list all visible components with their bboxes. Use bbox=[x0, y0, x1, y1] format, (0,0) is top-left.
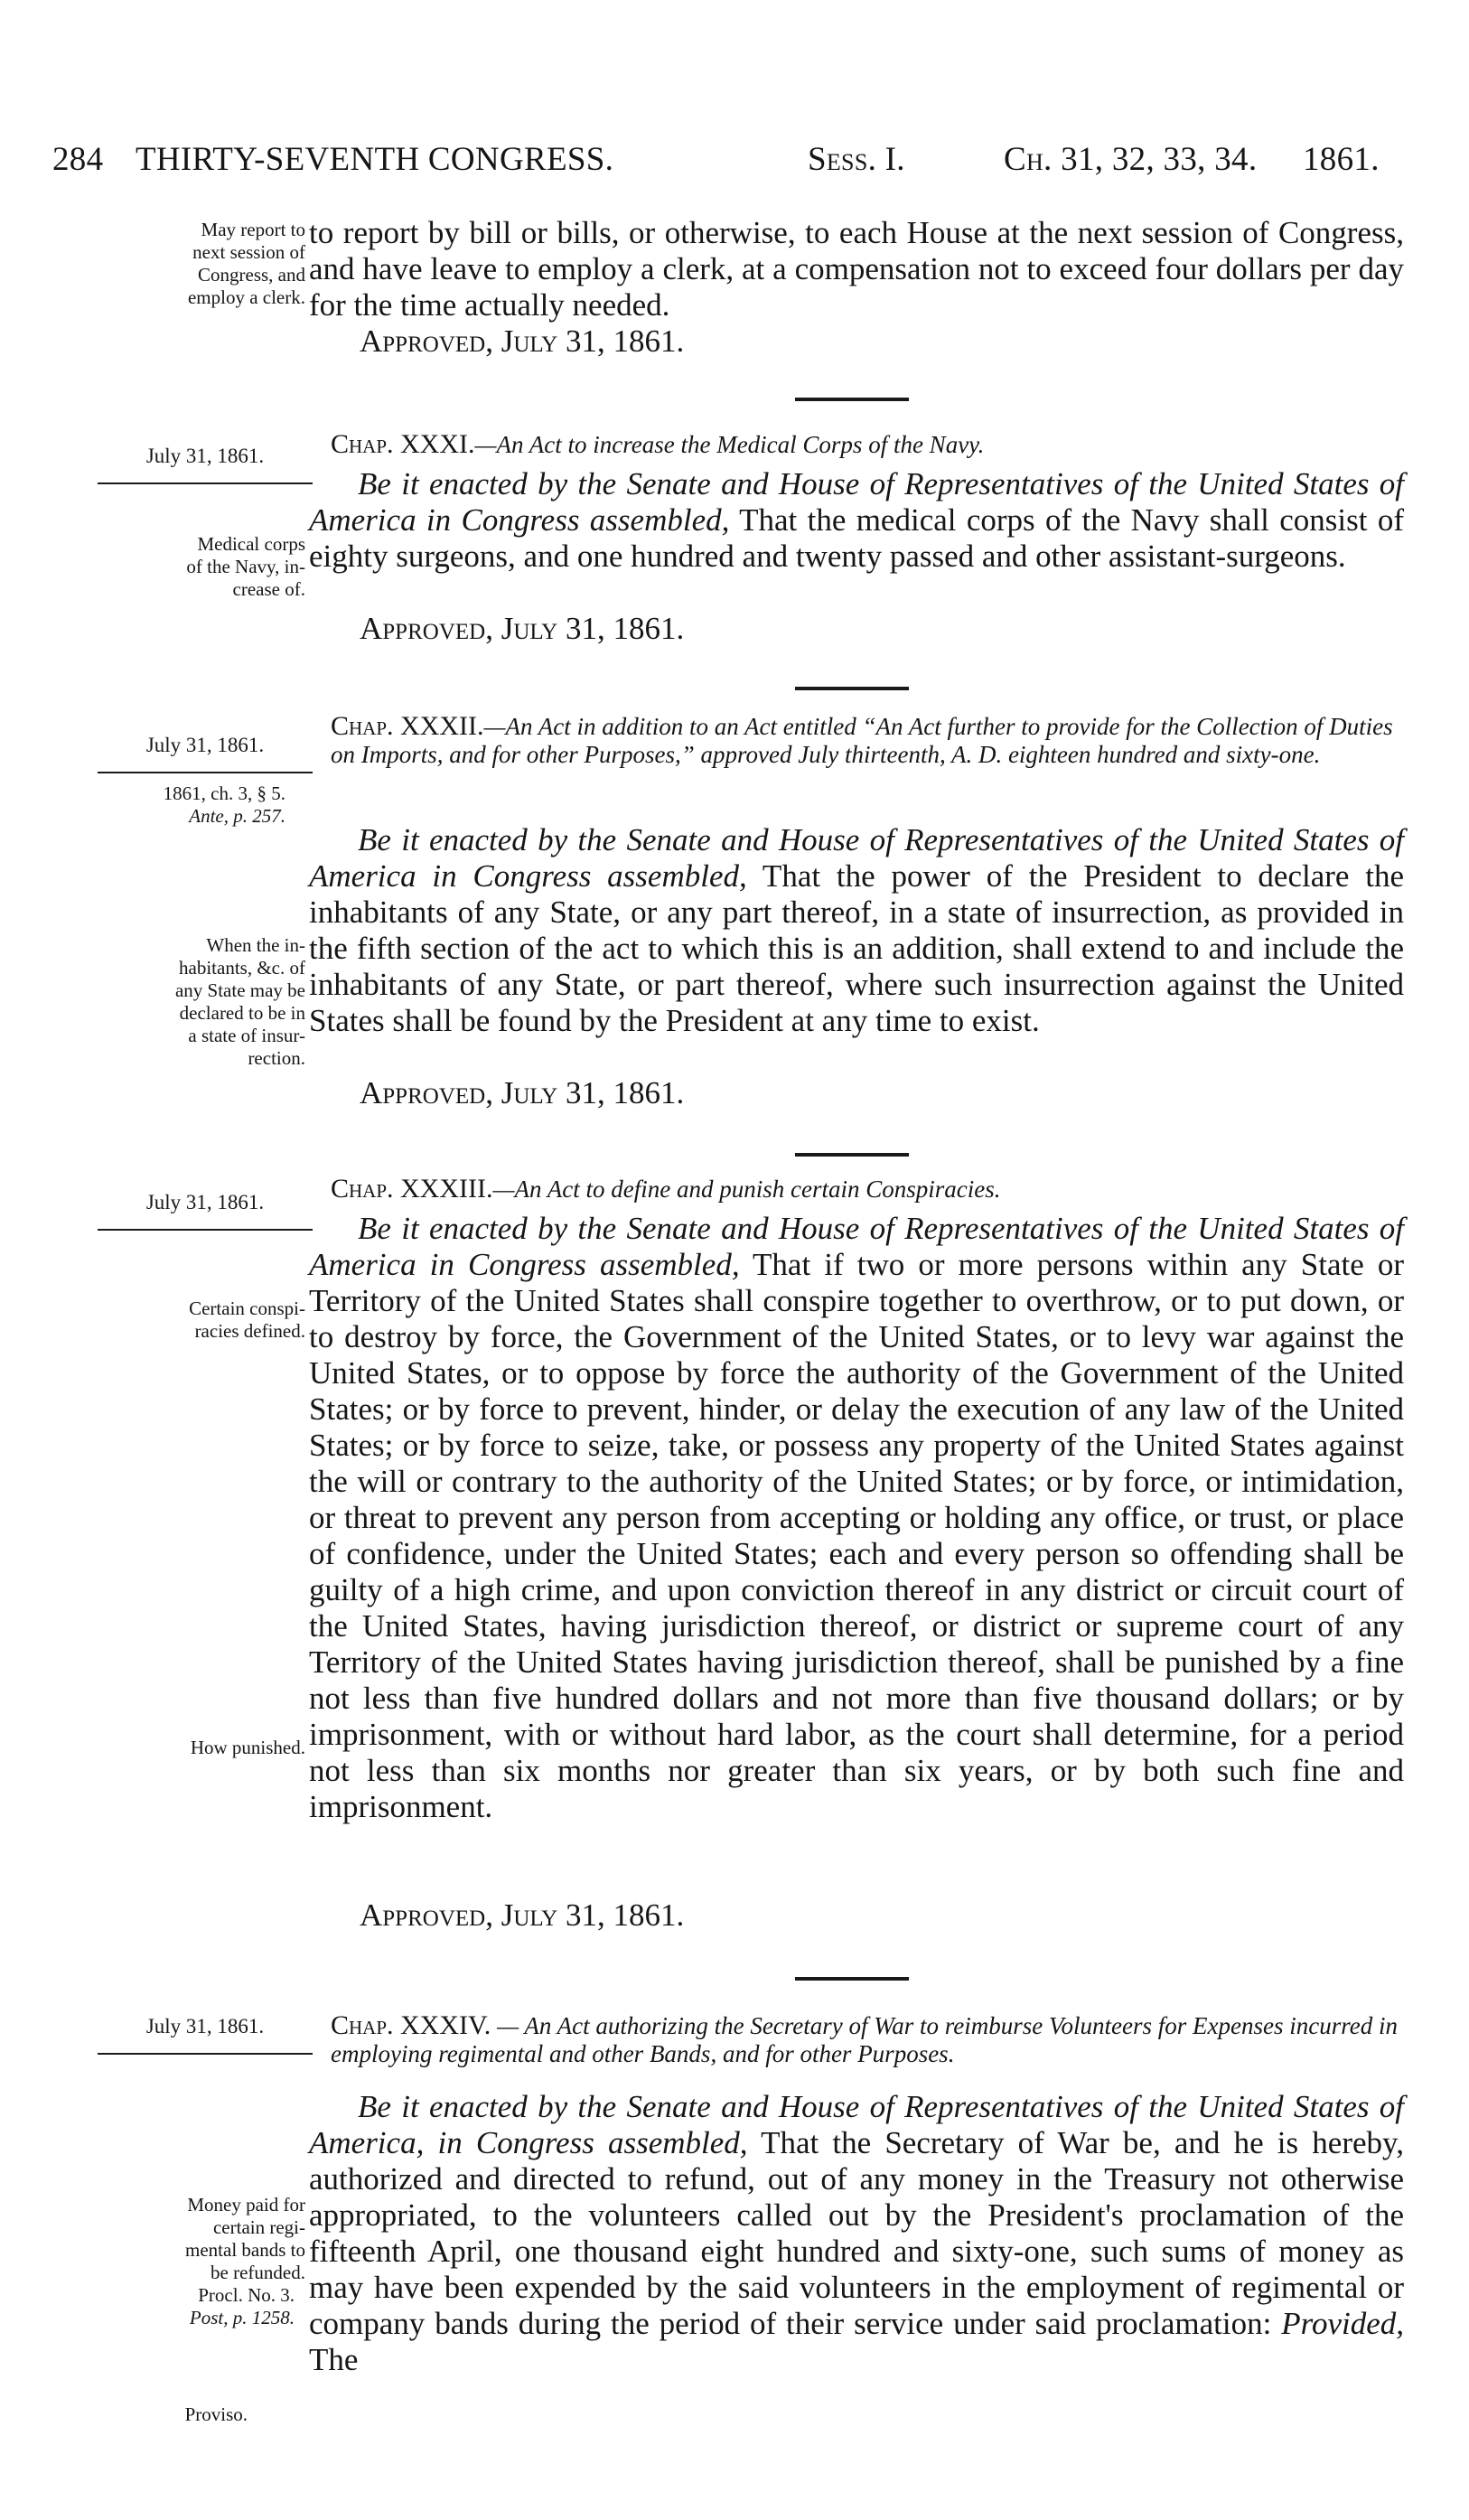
margin-line: employ a clerk. bbox=[187, 286, 305, 308]
margin-note-medical bbox=[186, 533, 305, 601]
provided-word: Provided, bbox=[1271, 2306, 1404, 2341]
chap33-number: Chap. XXXIII. bbox=[331, 1174, 493, 1204]
block0-approved: Approved, July 31, 1861. bbox=[360, 323, 685, 359]
margin-line: crease of. bbox=[232, 578, 305, 600]
margin-line: be refunded. bbox=[211, 2262, 305, 2283]
section-separator bbox=[795, 398, 909, 401]
chap34-number: Chap. XXXIV. bbox=[331, 2010, 491, 2040]
chap31-approved: Approved, July 31, 1861. bbox=[360, 611, 685, 646]
margin-line: next session of bbox=[192, 241, 305, 263]
enacting-clause: Be it enacted by the Senate and House of Representatives of the United States of America, in Congress assembled, bbox=[309, 2089, 1404, 2160]
margin-line: habitants, &c. of bbox=[179, 957, 305, 979]
section-separator bbox=[795, 687, 909, 690]
chap32-date-rule bbox=[98, 772, 313, 773]
margin-note-insurrection bbox=[175, 934, 305, 1070]
chap34-title bbox=[331, 2011, 1404, 2068]
margin-line: Money paid for bbox=[187, 2194, 305, 2216]
margin-line: declared to be in bbox=[179, 1002, 305, 1024]
chap33-title bbox=[331, 1175, 1404, 1204]
chap33-date: July 31, 1861. bbox=[145, 1191, 265, 1213]
chap32-approved: Approved, July 31, 1861. bbox=[360, 1075, 685, 1110]
margin-line: mental bands to bbox=[185, 2239, 305, 2261]
chap31-title-text: —An Act to increase the Medical Corps of the Navy. bbox=[474, 431, 985, 458]
chap31-number: Chap. XXXI. bbox=[331, 429, 475, 459]
chap31-date: July 31, 1861. bbox=[145, 445, 265, 467]
chap33-title-text: —An Act to define and punish certain Conspiracies. bbox=[492, 1176, 1001, 1203]
margin-line: Procl. No. 3. bbox=[198, 2284, 295, 2306]
enacting-clause: Be it enacted by the Senate and House of Representatives of the United States of America in Congress assembled, bbox=[309, 466, 1404, 538]
chapters-label: Ch. 31, 32, 33, 34. bbox=[1004, 141, 1258, 178]
margin-line: a state of insur- bbox=[188, 1025, 305, 1046]
session-label: Sess. I. bbox=[808, 141, 905, 178]
chap33-text: That if two or more persons within any State or Territory of the United States shall conspire together to overthrow, or to put down, or to destroy by force, the Government of the United States, or to levy war against the United States, or to oppose by force the authority of the Government of the United States; or by force to prevent, hinder, or delay the execution of any law of the United States; or by force to seize, take, or possess any property of the United States against the will or contrary to the authority of the United States; or by force, or intimidation, or threat to prevent any person from accepting or holding any office, or trust, or place of confidence, under the United States; each and every person so offending shall be guilty of a high crime, and upon conviction thereof in any district or circuit court of the United States, having jurisdiction thereof, or district or supreme court of any Territory of the United States having jurisdiction thereof, shall be punished by a fine not less than five hundred dollars and not more than five thousand dollars; or by imprisonment, with or without hard labor, as the court shall determine, for a period not less than six months nor greater than six years, or by both such fine and imprisonment. bbox=[309, 1247, 1404, 1824]
margin-line: any State may be bbox=[174, 979, 305, 1001]
chap33-approved: Approved, July 31, 1861. bbox=[360, 1897, 685, 1933]
chap33-paragraph bbox=[309, 1211, 1404, 1825]
section-separator bbox=[795, 1977, 909, 1981]
chap34-date: July 31, 1861. bbox=[145, 2015, 265, 2038]
margin-line: May report to bbox=[201, 219, 305, 240]
congress-title: THIRTY-SEVENTH CONGRESS. bbox=[136, 141, 614, 178]
margin-note-bands bbox=[185, 2194, 305, 2284]
chap31-paragraph bbox=[309, 466, 1404, 575]
running-head bbox=[52, 140, 1399, 185]
margin-note-report bbox=[188, 219, 305, 309]
margin-line: Ante, p. 257. bbox=[189, 805, 285, 827]
chap34-tail: The bbox=[309, 2342, 359, 2377]
margin-line: of the Navy, in- bbox=[186, 556, 305, 577]
chap32-reference bbox=[164, 782, 285, 828]
margin-line: rection. bbox=[248, 1047, 305, 1069]
header-year: 1861. bbox=[1303, 141, 1380, 178]
margin-line: Medical corps bbox=[197, 533, 305, 555]
chap34-paragraph bbox=[309, 2089, 1404, 2378]
chap32-paragraph bbox=[309, 822, 1404, 1039]
chap31-date-rule bbox=[98, 482, 313, 484]
margin-line: When the in- bbox=[206, 934, 305, 956]
chap31-text: That the medical corps of the Navy shall consist of eighty surgeons, and one hundred and twenty passed and other assistant-surgeons. bbox=[309, 502, 1405, 574]
margin-note-punished: How punished. bbox=[190, 1737, 305, 1758]
chap32-text: That the power of the President to declare the inhabitants of any State, or any part thereof, in a state of insurrection, as provided in the fifth section of the act to which this is an addition, shall extend to and include the inhabitants of any State, or part thereof, where such insurrection against the United States shall be found by the President at any time to exist. bbox=[309, 858, 1405, 1038]
margin-line: certain regi- bbox=[212, 2216, 305, 2238]
margin-line: Post, p. 1258. bbox=[189, 2307, 295, 2328]
chap32-title bbox=[331, 712, 1404, 769]
enacting-clause: Be it enacted by the Senate and House of Representatives of the United States of America in Congress assembled, bbox=[309, 1211, 1404, 1282]
block0-paragraph: to report by bill or bills, or otherwise, to each House at the next session of Congress, and have leave to employ a clerk, at a compensation not to exceed four dollars per day for the time actually needed. bbox=[309, 215, 1404, 323]
enacting-clause: Be it enacted by the Senate and House of Representatives of the United States of America in Congress assembled, bbox=[309, 822, 1404, 894]
chap32-date: July 31, 1861. bbox=[145, 734, 265, 756]
section-separator bbox=[795, 1153, 909, 1157]
chap33-date-rule bbox=[98, 1229, 313, 1231]
page-number: 284 bbox=[52, 141, 104, 178]
chap31-title bbox=[331, 430, 1404, 459]
chap34-title-text: — An Act authorizing the Secretary of War to reimburse Volunteers for Expenses incurred in employing regimental and other Bands, and for other Purposes. bbox=[331, 2012, 1398, 2067]
margin-line: Congress, and bbox=[198, 264, 305, 286]
margin-note-conspiracies bbox=[189, 1297, 305, 1343]
chap32-title-text: —An Act in addition to an Act entitled “An Act further to provide for the Collection of Duties on Imports, and for other Purposes,” approved July thirteenth, A. D. eighteen hundred and sixty-one. bbox=[331, 713, 1393, 768]
margin-line: racies defined. bbox=[194, 1320, 305, 1342]
margin-line: 1861, ch. 3, § 5. bbox=[163, 782, 285, 804]
margin-line: Certain conspi- bbox=[189, 1297, 305, 1319]
chap34-date-rule bbox=[98, 2053, 313, 2055]
chap34-reference bbox=[190, 2284, 295, 2329]
chap34-text: That the Secretary of War be, and he is hereby, authorized and directed to refund, out of any money in the Treasury not otherwise appropriated, to the volunteers called out by the President's proclamation of the fifteenth April, one thousand eight hundred and sixty-one, such sums of money as may have been expended by the said volunteers in the employment of regimental or company bands during the period of their service under said proclamation: bbox=[309, 2125, 1405, 2341]
chap32-number: Chap. XXXII. bbox=[331, 711, 484, 741]
margin-note-proviso: Proviso. bbox=[184, 2403, 248, 2425]
